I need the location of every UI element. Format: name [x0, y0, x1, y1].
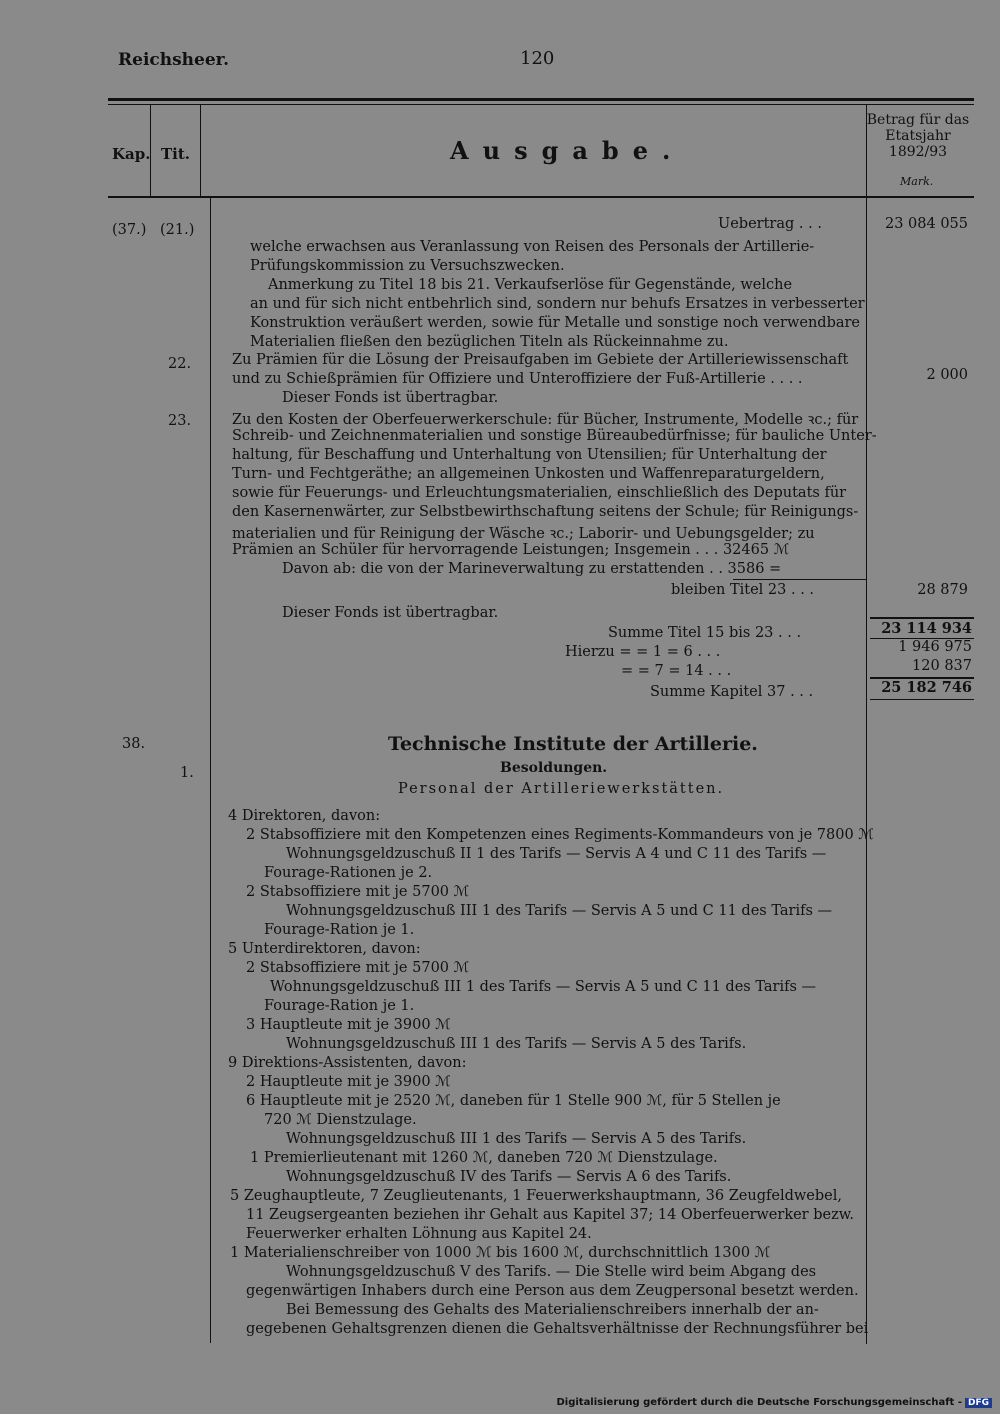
amount-cell: 28 879	[917, 582, 968, 598]
text-line: Prämien an Schüler für hervorragende Leistungen; Insgemein . . . 32465 ℳ	[232, 542, 790, 558]
col-header-ausgabe: Ausgabe.	[450, 136, 685, 165]
top-rule	[108, 98, 974, 101]
text-line: 6 Hauptleute mit je 2520 ℳ, daneben für 1 Stelle 900 ℳ, für 5 Stellen je	[246, 1093, 781, 1109]
text-line: Zu Prämien für die Lösung der Preisaufgaben im Gebiete der Artilleriewissenschaft	[232, 352, 849, 368]
sum-amount: 1 946 975	[898, 639, 972, 655]
text-line: Zu den Kosten der Oberfeuerwerkerschule: für Bücher, Instrumente, Modelle ꝛc.; für	[232, 412, 859, 428]
text-line: Wohnungsgeldzuschuß III 1 des Tarifs — Servis A 5 des Tarifs.	[286, 1036, 747, 1052]
text-line: Fourage-Ration je 1.	[264, 922, 415, 938]
sum-label: = = 7 = 14 . . .	[621, 663, 732, 679]
subtotal-rule	[733, 579, 866, 580]
text-line: den Kasernenwärter, zur Selbstbewirthschaftung seitens der Schule; für Reinigungs-	[232, 504, 859, 520]
bleiben-label: bleiben Titel 23 . . .	[671, 582, 815, 598]
text-line: gegebenen Gehaltsgrenzen dienen die Gehaltsverhältnisse der Rechnungsführer bei	[246, 1321, 869, 1337]
footer-credit	[556, 1397, 992, 1408]
text-line: Bei Bemessung des Gehalts des Materialienschreibers innerhalb der an-	[286, 1302, 819, 1318]
kap-cell: (37.)	[112, 222, 147, 238]
uebertrag-amount: 23 084 055	[884, 216, 968, 232]
tit-cell: 23.	[168, 413, 192, 429]
sum-label: Summe Kapitel 37 . . .	[650, 684, 814, 700]
text-line: 2 Stabsoffiziere mit je 5700 ℳ	[246, 884, 470, 900]
text-line: 2 Hauptleute mit je 3900 ℳ	[246, 1074, 451, 1090]
text-line: welche erwachsen aus Veranlassung von Reisen des Personals der Artillerie-	[250, 239, 815, 255]
col-divider-1	[150, 104, 151, 198]
text-line: sowie für Feuerungs- und Erleuchtungsmaterialien, einschließlich des Deputats für	[232, 485, 847, 501]
text-line: Prüfungskommission zu Versuchszwecken.	[250, 258, 565, 274]
text-line: Feuerwerker erhalten Löhnung aus Kapitel 24.	[246, 1226, 592, 1242]
col-header-betrag: Betrag für das Etatsjahr 1892/93	[866, 112, 970, 160]
sum-rule	[870, 617, 974, 619]
text-line: 1 Materialienschreiber von 1000 ℳ bis 1600 ℳ, durchschnittlich 1300 ℳ	[230, 1245, 771, 1261]
text-line: Wohnungsgeldzuschuß V des Tarifs. — Die Stelle wird beim Abgang des	[286, 1264, 817, 1280]
text-line: Davon ab: die von der Marineverwaltung zu erstattenden . . 3586 =	[282, 561, 782, 577]
kap-cell: 38.	[122, 736, 146, 752]
section-subtitle: Besoldungen.	[500, 760, 608, 776]
col-divider-amount	[866, 104, 867, 1344]
sum-amount: 23 114 934	[881, 620, 972, 637]
text-line: 4 Direktoren, davon:	[228, 808, 381, 824]
text-line: 1 Premierlieutenant mit 1260 ℳ, daneben 720 ℳ Dienstzulage.	[250, 1150, 718, 1166]
footer-text: Digitalisierung gefördert durch die Deutsche Forschungsgemeinschaft -	[556, 1397, 962, 1408]
text-line: 11 Zeugsergeanten beziehen ihr Gehalt aus Kapitel 37; 14 Oberfeuerwerker bezw.	[246, 1207, 855, 1223]
text-line: Konstruktion veräußert werden, sowie für Metalle und sonstige noch verwendbare	[250, 315, 861, 331]
sum-label: Hierzu = = 1 = 6 . . .	[565, 644, 721, 660]
sum-rule	[870, 699, 974, 700]
text-line: Fourage-Ration je 1.	[264, 998, 415, 1014]
text-line: Turn- und Fechtgeräthe; an allgemeinen Unkosten und Waffenreparaturgeldern,	[232, 466, 825, 482]
text-line: 3 Hauptleute mit je 3900 ℳ	[246, 1017, 451, 1033]
personal-heading: Personal der Artilleriewerkstätten.	[398, 781, 725, 797]
text-line: Wohnungsgeldzuschuß II 1 des Tarifs — Servis A 4 und C 11 des Tarifs —	[286, 846, 827, 862]
sum-amount: 120 837	[912, 658, 972, 674]
col-header-tit: Tit.	[161, 145, 191, 163]
dfg-logo: DFG	[965, 1398, 992, 1408]
text-line: Materialien fließen den bezüglichen Titeln als Rückeinnahme zu.	[250, 334, 729, 350]
section-title: Technische Institute der Artillerie.	[388, 733, 758, 755]
text-line: Fourage-Rationen je 2.	[264, 865, 433, 881]
tit-cell: (21.)	[160, 222, 195, 238]
running-head: Reichsheer.	[118, 50, 229, 70]
text-line: 2 Stabsoffiziere mit den Kompetenzen eines Regiments-Kommandeurs von je 7800 ℳ	[246, 827, 874, 843]
text-line: 9 Direktions-Assistenten, davon:	[228, 1055, 467, 1071]
top-rule-thin	[108, 104, 974, 105]
col-divider-2	[200, 104, 201, 198]
text-line: Wohnungsgeldzuschuß IV des Tarifs — Servis A 6 des Tarifs.	[286, 1169, 732, 1185]
text-line: und zu Schießprämien für Offiziere und Unteroffiziere der Fuß-Artillerie . . . .	[232, 371, 803, 387]
sum-amount: 25 182 746	[881, 679, 972, 696]
text-line: haltung, für Beschaffung und Unterhaltung von Utensilien; für Unterhaltung der	[232, 447, 827, 463]
uebertrag-label: Uebertrag . . .	[718, 216, 822, 232]
text-line: Anmerkung zu Titel 18 bis 21. Verkaufserlöse für Gegenstände, welche	[268, 277, 793, 293]
col-divider-text	[210, 198, 211, 1343]
col-header-mark: Mark.	[900, 175, 934, 188]
col-header-kap: Kap.	[112, 145, 151, 163]
amount-cell: 2 000	[926, 367, 968, 383]
text-line: gegenwärtigen Inhabers durch eine Person aus dem Zeugpersonal besetzt werden.	[246, 1283, 859, 1299]
text-line: 5 Unterdirektoren, davon:	[228, 941, 421, 957]
header-bottom-rule	[108, 196, 974, 198]
text-line: 720 ℳ Dienstzulage.	[264, 1112, 417, 1128]
text-line: Wohnungsgeldzuschuß III 1 des Tarifs — Servis A 5 und C 11 des Tarifs —	[270, 979, 817, 995]
tit-cell: 22.	[168, 356, 192, 372]
text-line: Dieser Fonds ist übertragbar.	[282, 605, 499, 621]
text-line: 2 Stabsoffiziere mit je 5700 ℳ	[246, 960, 470, 976]
text-line: Schreib- und Zeichnenmaterialien und sonstige Büreaubedürfnisse; für bauliche Unter-	[232, 428, 877, 444]
text-line: Wohnungsgeldzuschuß III 1 des Tarifs — Servis A 5 und C 11 des Tarifs —	[286, 903, 833, 919]
text-line: Dieser Fonds ist übertragbar.	[282, 390, 499, 406]
sum-label: Summe Titel 15 bis 23 . . .	[608, 625, 802, 641]
text-line: materialien und für Reinigung der Wäsche ꝛc.; Laborir- und Uebungsgelder; zu	[232, 526, 815, 542]
page-number: 120	[520, 48, 555, 69]
text-line: Wohnungsgeldzuschuß III 1 des Tarifs — Servis A 5 des Tarifs.	[286, 1131, 747, 1147]
text-line: 5 Zeughauptleute, 7 Zeuglieutenants, 1 Feuerwerkshauptmann, 36 Zeugfeldwebel,	[230, 1188, 842, 1204]
tit-cell: 1.	[180, 765, 194, 781]
text-line: an und für sich nicht entbehrlich sind, sondern nur behufs Ersatzes in verbesserter	[250, 296, 865, 312]
